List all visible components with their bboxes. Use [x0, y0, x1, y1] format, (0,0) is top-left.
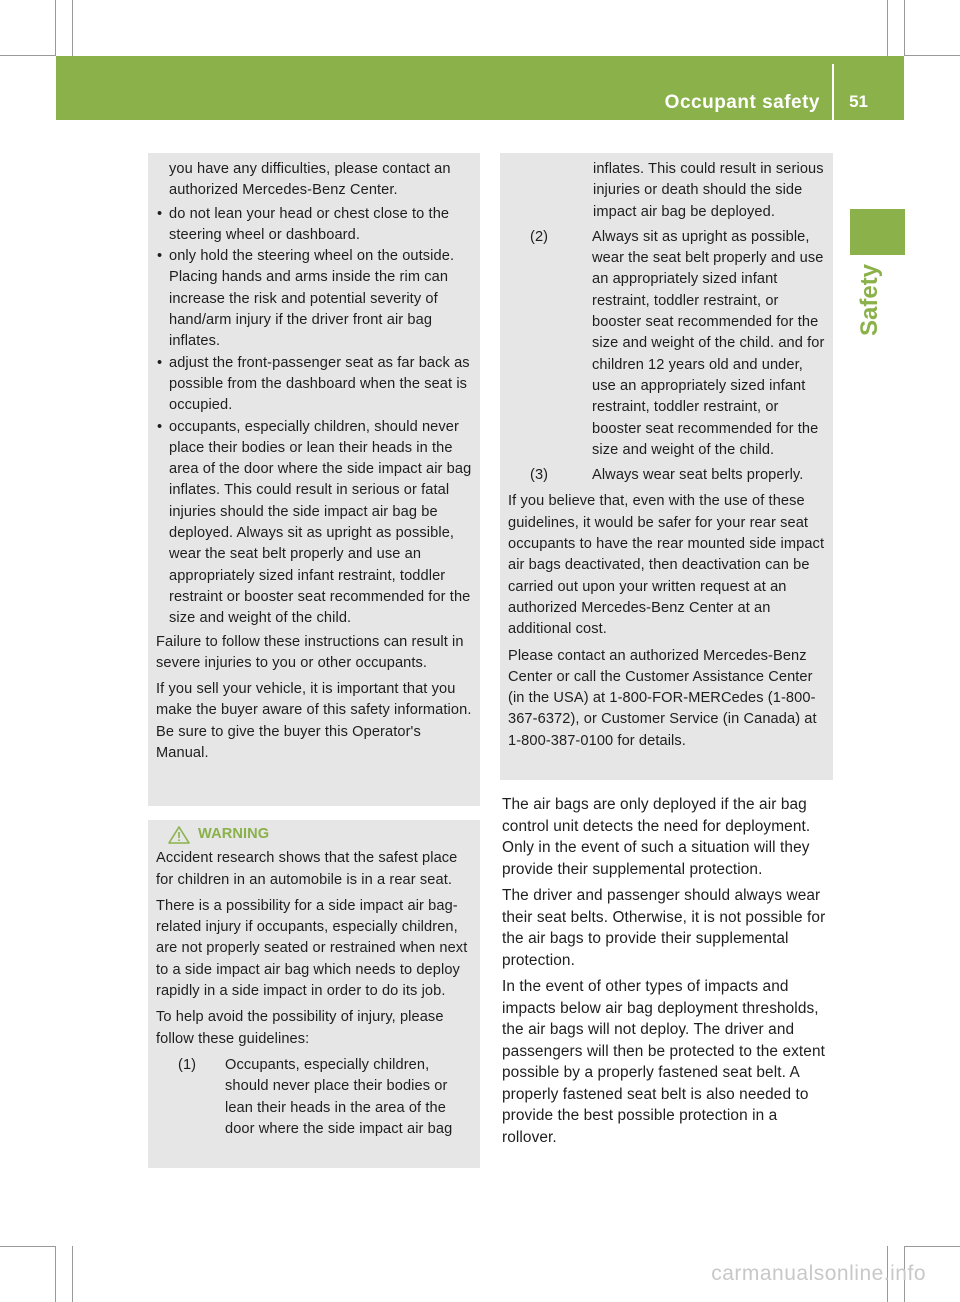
numbered-item: [508, 465, 825, 486]
crop-mark: [0, 1246, 56, 1247]
section-title: Occupant safety: [664, 92, 820, 113]
paragraph: The air bags are only deployed if the air bag control unit detects the need for deployment. Only in the event of such a situation will they provide their supplemental protection.: [502, 796, 811, 878]
page-header: [56, 56, 904, 120]
list-item-text: only hold the steering wheel on the outside. Placing hands and arms inside the rim can increase the risk and potential severity of hand/arm injury if the driver front air bag inflates.: [169, 248, 455, 350]
warning-box-continued: [500, 153, 833, 780]
warning-header: [156, 824, 472, 845]
crop-mark: [904, 1246, 960, 1247]
item-number: (2): [530, 228, 549, 245]
list-item-text: do not lean your head or chest close to the steering wheel or dashboard.: [169, 205, 450, 243]
item-text: Always sit as upright as possible, wear the seat belt properly and use an appropriately sized infant restraint, toddler restraint, or booster seat recommended for the size and weight of the child. and for children 12 years old and under, use an appropriately sized infant restraint, toddler restraint, or booster seat recommended for the size and weight of the child.: [592, 228, 825, 458]
crop-mark: [72, 0, 73, 56]
paragraph: There is a possibility for a side impact air bag-related injury if occupants, especially children, are not properly seated or restrained when next to a side impact air bag which needs to deploy rapidly in a side impact in order to do its job.: [156, 897, 468, 1000]
item-number: (3): [530, 467, 549, 484]
crop-mark: [55, 1246, 56, 1302]
item-number-spacer: [508, 159, 576, 223]
crop-mark: [55, 0, 56, 56]
warning-box: [148, 820, 480, 1168]
warning-triangle-icon: [168, 826, 190, 844]
chapter-tab: [850, 209, 905, 255]
bullet-icon: •: [157, 205, 163, 222]
crop-mark: [0, 55, 56, 56]
list-item: [156, 204, 472, 247]
list-item-text: occupants, especially children, should never place their bodies or lean their heads in the area of the door where the side impact air bag inflates. This could result in serious or fatal injuries should the side impact air bag be deployed. Always sit as upright as possible, wear the seat belt properly and use an appropriately sized infant restraint, toddler restraint or booster seat recommended for the size and weight of the child.: [169, 418, 472, 627]
paragraph: The driver and passenger should always wear their seat belts. Otherwise, it is not possible for the air bags to provide their supplemental protection.: [502, 887, 826, 969]
bullet-icon: •: [157, 248, 163, 265]
paragraph: To help avoid the possibility of injury, please follow these guidelines:: [156, 1009, 444, 1047]
page-number: 51: [849, 92, 868, 111]
warning-label: WARNING: [198, 826, 270, 842]
watermark: carmanualsonline.info: [711, 1262, 926, 1285]
list-item-text: adjust the front-passenger seat as far back as possible from the dashboard when the seat is occupied.: [169, 354, 470, 414]
item-number: (1): [178, 1056, 197, 1073]
numbered-item: [156, 1055, 472, 1140]
list-item: [156, 417, 472, 630]
info-box-continued: [148, 153, 480, 806]
bullet-list: [156, 204, 472, 630]
crop-mark: [904, 55, 960, 56]
paragraph: If you sell your vehicle, it is important that you make the buyer aware of this safety information. Be sure to give the buyer this Operator's Manual.: [156, 681, 472, 762]
item-text: Always wear seat belts properly.: [592, 467, 804, 484]
paragraph: If you believe that, even with the use of these guidelines, it would be safer for your rear seat occupants to have the rear mounted side impact air bags deactivated, then deactivation can be carried out upon your written request at an authorized Mercedes-Benz Center at an additional cost.: [508, 493, 825, 638]
paragraph: Accident research shows that the safest place for children in an automobile is in a rear seat.: [156, 850, 458, 888]
list-item: [156, 246, 472, 352]
crop-mark: [887, 0, 888, 56]
item-text: Occupants, especially children, should never place their bodies or lean their heads in the area of the door where the side impact air bag: [225, 1056, 453, 1137]
chapter-label: [844, 262, 904, 342]
paragraph: Failure to follow these instructions can result in severe injuries to you or other occupants.: [156, 633, 464, 671]
paragraph: In the event of other types of impacts and impacts below air bag deployment thresholds, the air bags will not deploy. The driver and passengers will then be protected to the extent possible by a properly fastened seat belt. A properly fastened seat belt is also needed to provide the best possible protection in a rollover.: [502, 978, 825, 1146]
bullet-icon: •: [157, 354, 163, 371]
item-text: inflates. This could result in serious injuries or death should the side impact air bag be deployed.: [593, 161, 824, 220]
crop-mark: [904, 0, 905, 56]
bullet-icon: •: [157, 418, 163, 435]
list-item: [156, 353, 472, 417]
chapter-label-text: Safety: [856, 263, 883, 336]
header-divider: [832, 64, 834, 120]
numbered-item: [508, 159, 825, 223]
numbered-item: [508, 227, 825, 461]
paragraph: Please contact an authorized Mercedes-Benz Center or call the Customer Assistance Center (in the USA) at 1-800-FOR-MERCedes (1-800-367-6372), or Customer Service (in Canada) at 1-800-387-0100 for details.: [508, 647, 817, 749]
body-text: [502, 794, 836, 1153]
bullet-continuation: you have any difficulties, please contact an authorized Mercedes-Benz Center.: [169, 161, 451, 199]
crop-mark: [72, 1246, 73, 1302]
